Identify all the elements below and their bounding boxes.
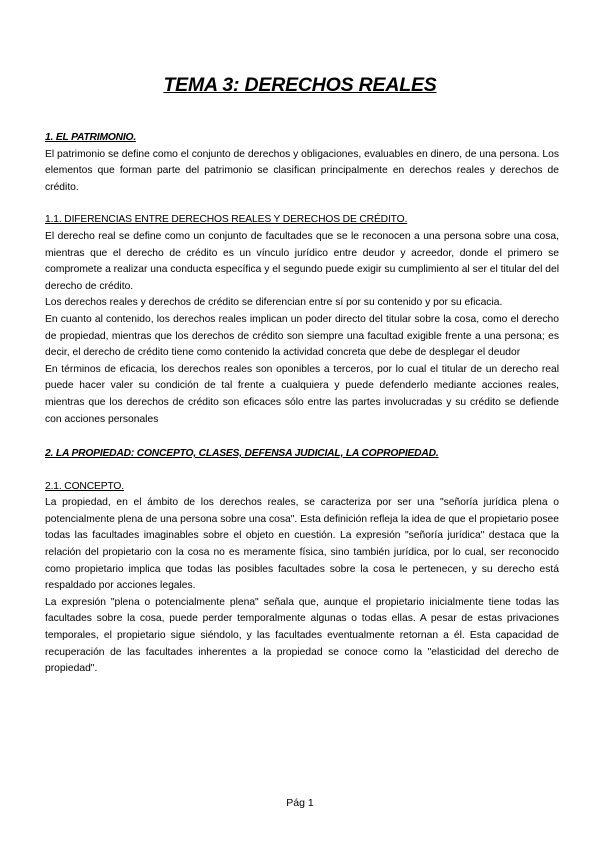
paragraph: La propiedad, en el ámbito de los derechos reales, se caracteriza por ser una "señoría jurídica plena o potencialmente plena de una persona sobre una cosa". Esta definición refleja la idea de que el propietario posee todas las facultades imaginables sobre el objeto en cuestión. La expresión "señoría jurídica" destaca que la relación del propietario con la cosa no es meramente física, sino también jurídica, por lo cual, ser reconocido como propietario implica que todas las posibles facultades sobre la cosa le pertenecen, y su derecho está respaldado por acciones legales. <box>45 497 559 592</box>
page-title: TEMA 3: DERECHOS REALES <box>163 74 437 96</box>
paragraph: En términos de eficacia, los derechos reales son oponibles a terceros, por lo cual el titular de un derecho real puede hacer valer su condición de tal frente a cualquiera y puede defenderlo mediante acciones reales, mientras que los derechos de crédito son eficaces sólo entre las partes involucradas y su crédito se defiende con acciones personales <box>45 363 559 425</box>
subsection-heading-diferencias: 1.1. DIFERENCIAS ENTRE DERECHOS REALES Y DERECHOS DE CRÉDITO. <box>45 214 408 226</box>
paragraph: El derecho real se define como un conjunto de facultades que se le reconocen a una persona sobre una cosa, mientras que el derecho de crédito es un vínculo jurídico entre deudor y acreedor, donde el primero se compromete a realizar una conducta específica y el segundo puede exigir su cumplimiento al ser el titular del del derecho de crédito. <box>45 230 559 292</box>
paragraph: Los derechos reales y derechos de crédito se diferencian entre sí por su contenido y por su eficacia. <box>45 297 503 309</box>
paragraph: El patrimonio se define como el conjunto de derechos y obligaciones, evaluables en dinero, de una persona. Los elementos que forman parte del patrimonio se clasifican principalmente en derechos reales y derechos de crédito. <box>45 148 559 193</box>
page-number: Pág 1 <box>286 797 314 809</box>
section-heading-propiedad: 2. LA PROPIEDAD: CONCEPTO, CLASES, DEFENSA JUDICIAL, LA COPROPIEDAD. <box>45 448 439 460</box>
paragraph: En cuanto al contenido, los derechos reales implican un poder directo del titular sobre la cosa, como el derecho de propiedad, mientras que los derechos de crédito son siempre una facultad exigible frente a una persona; es decir, el derecho de crédito tiene como contenido la actividad concreta que debe de desplegar el deudor <box>45 313 559 359</box>
section-heading-patrimonio: 1. EL PATRIMONIO. <box>45 132 136 143</box>
paragraph: La expresión "plena o potencialmente plena" señala que, aunque el propietario inicialmente tiene todas las facultades sobre la cosa, puede perder temporalmente algunas o todas ellas. A pesar de estas privaciones temporales, el propietario sigue siéndolo, y las facultades eventualmente retornan a él. Esta capacidad de recuperación de las facultades inherentes a la propiedad se conoce como la "elasticidad del derecho de propiedad". <box>45 596 559 675</box>
subsection-heading-concepto: 2.1. CONCEPTO. <box>45 480 124 492</box>
document-body <box>45 130 559 678</box>
